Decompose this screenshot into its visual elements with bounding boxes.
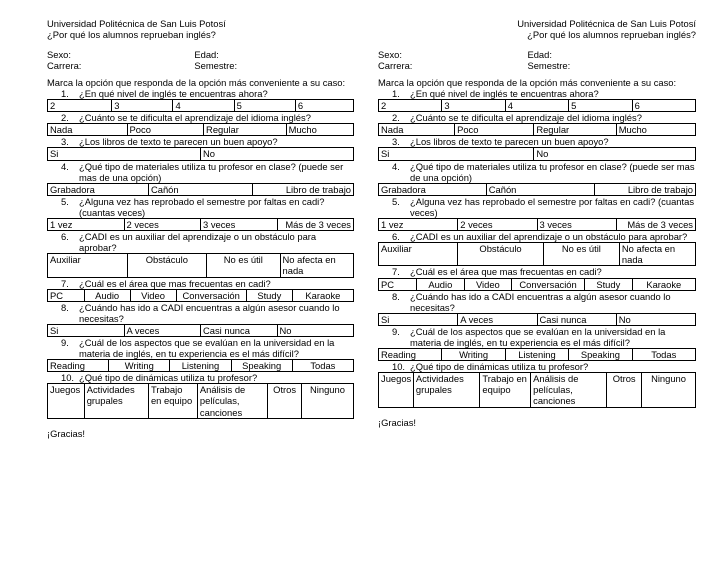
option-cell[interactable]: Casi nunca (537, 313, 616, 325)
option-cell[interactable]: Audio (417, 278, 465, 290)
option-cell[interactable]: Análisis de películas, canciones (531, 373, 607, 407)
option-cell[interactable]: A veces (458, 313, 537, 325)
option-cell[interactable]: Si (379, 148, 534, 160)
semestre-field[interactable]: Semestre: (194, 60, 238, 72)
option-cell[interactable]: 1 vez (379, 219, 458, 231)
option-cell[interactable]: A veces (124, 324, 201, 336)
question-6: 6. ¿CADI es un auxiliar del aprendizaje o un obstáculo para aprobar? (392, 231, 688, 243)
option-cell[interactable]: 1 vez (48, 219, 125, 231)
option-cell[interactable]: 5 (569, 100, 632, 112)
options-3 (47, 147, 354, 160)
question-1: 1. ¿En qué nivel de inglés te encuentras ahora? (392, 88, 599, 99)
option-cell[interactable]: Todas (632, 349, 695, 361)
options-7 (378, 278, 696, 291)
options-2 (47, 123, 354, 136)
option-cell[interactable]: Karaoke (292, 289, 353, 301)
options-8 (378, 313, 696, 326)
option-cell[interactable]: Juegos (48, 384, 85, 418)
survey-title: ¿Por qué los alumnos reprueban inglés? (47, 29, 216, 41)
option-cell[interactable]: Trabajo en equipo (148, 384, 197, 418)
option-cell[interactable]: Reading (379, 349, 442, 361)
option-cell[interactable]: Speaking (569, 349, 632, 361)
header (378, 18, 696, 41)
option-cell[interactable]: Ninguno (301, 384, 353, 418)
option-cell[interactable]: Otros (268, 384, 302, 418)
question-8: 8. ¿Cuándo has ido a CADI encuentras a algún asesor cuando lo necesitas? (61, 301, 340, 324)
option-cell[interactable]: Video (130, 289, 176, 301)
option-cell[interactable]: Si (48, 148, 201, 160)
option-cell[interactable]: No (201, 148, 354, 160)
option-cell[interactable]: 2 veces (458, 219, 537, 231)
options-5 (47, 218, 354, 231)
question-1: 1. ¿En qué nivel de inglés te encuentras ahora? (61, 88, 268, 99)
option-cell[interactable]: No afecta en nada (619, 243, 695, 266)
option-cell[interactable]: Nada (48, 124, 128, 136)
option-cell[interactable]: Poco (455, 124, 534, 136)
option-cell[interactable]: Conversación (512, 278, 585, 290)
option-cell[interactable]: Listening (505, 349, 568, 361)
question-2: 2. ¿Cuánto se te dificulta el aprendizaje del idioma inglés? (392, 112, 642, 124)
question-8: 8. ¿Cuándo has ido a CADI encuentras a algún asesor cuando lo necesitas? (392, 290, 671, 313)
question-10: 10. ¿Qué tipo de dinámicas utiliza tu profesor? (392, 361, 589, 373)
university-name: Universidad Politécnica de San Luis Potosí (47, 18, 226, 29)
options-4 (47, 183, 354, 196)
survey-copy-right (378, 18, 696, 428)
option-cell[interactable]: 3 (112, 100, 173, 112)
option-cell[interactable]: Reading (48, 360, 109, 372)
option-cell[interactable]: Mucho (286, 124, 353, 136)
option-cell[interactable]: 4 (173, 100, 234, 112)
option-cell[interactable]: No (277, 324, 354, 336)
sexo-field[interactable]: Sexo: (47, 49, 71, 60)
survey-title: ¿Por qué los alumnos reprueban inglés? (527, 29, 696, 41)
option-cell[interactable]: Más de 3 veces (616, 219, 695, 231)
options-7 (47, 289, 354, 302)
sexo-field[interactable]: Sexo: (378, 49, 402, 60)
question-4: 4. ¿Qué tipo de materiales utiliza tu profesor en clase? (puede ser mas de una opción) (61, 160, 344, 183)
carrera-field[interactable]: Carrera: (47, 60, 82, 72)
option-cell[interactable]: Actividades grupales (84, 384, 148, 418)
option-cell[interactable]: Cañón (148, 183, 252, 195)
option-cell[interactable]: Writing (109, 360, 170, 372)
options-4 (378, 183, 696, 196)
option-cell[interactable]: Actividades grupales (413, 373, 480, 407)
options-6 (378, 242, 696, 266)
option-cell[interactable]: Juegos (379, 373, 414, 407)
option-cell[interactable]: Obstáculo (458, 243, 544, 266)
instruction: Marca la opción que responda de la opción más conveniente a su caso: (47, 77, 346, 88)
option-cell[interactable]: No es útil (207, 254, 280, 277)
closing-text: ¡Gracias! (47, 427, 86, 439)
option-cell[interactable]: Más de 3 veces (277, 219, 354, 231)
option-cell[interactable]: 5 (234, 100, 295, 112)
option-cell[interactable]: Conversación (176, 289, 246, 301)
option-cell[interactable]: Auxiliar (48, 254, 128, 277)
question-3: 3. ¿Los libros de texto te parecen un buen apoyo? (61, 136, 278, 148)
option-cell[interactable]: 2 veces (124, 219, 201, 231)
question-5: 5. ¿Alguna vez has reprobado el semestre por faltas en cadi? (cuantas veces) (392, 195, 695, 218)
option-cell[interactable]: 6 (632, 100, 695, 112)
option-cell[interactable]: 2 (48, 100, 112, 112)
option-cell[interactable]: Grabadora (379, 183, 487, 195)
survey-copy-left (47, 18, 354, 439)
instruction: Marca la opción que responda de la opción más conveniente a su caso: (378, 77, 677, 88)
question-7: 7. ¿Cuál es el área que mas frecuentas en cadi? (61, 277, 271, 289)
option-cell[interactable]: 6 (295, 100, 353, 112)
personal-fields (378, 49, 696, 71)
option-cell[interactable]: Cañón (486, 183, 594, 195)
option-cell[interactable]: 3 veces (537, 219, 616, 231)
option-cell[interactable]: Auxiliar (379, 243, 458, 266)
carrera-field[interactable]: Carrera: (378, 60, 413, 72)
option-cell[interactable]: Libro de trabajo (253, 183, 354, 195)
option-cell[interactable]: Karaoke (632, 278, 695, 290)
option-cell[interactable]: 3 (442, 100, 505, 112)
option-cell[interactable]: No afecta en nada (280, 254, 353, 277)
option-cell[interactable]: 3 veces (201, 219, 278, 231)
question-7: 7. ¿Cuál es el área que mas frecuentas en cadi? (392, 266, 602, 278)
question-9: 9. ¿Cuál de los aspectos que se evalúan en la universidad en la materia de inglés, en tu experiencia es el más difícil? (61, 336, 335, 360)
option-cell[interactable]: Audio (84, 289, 130, 301)
personal-fields (47, 49, 354, 71)
options-2 (378, 123, 696, 136)
options-9 (378, 348, 696, 361)
option-cell[interactable]: Análisis de películas, canciones (197, 384, 267, 418)
option-cell[interactable]: Obstáculo (127, 254, 207, 277)
option-cell[interactable]: 2 (379, 100, 442, 112)
options-10 (378, 372, 696, 407)
university-name: Universidad Politécnica de San Luis Potosí (517, 18, 696, 29)
options-5 (378, 218, 696, 231)
option-cell[interactable]: Nada (379, 124, 455, 136)
option-cell[interactable]: Study (585, 278, 633, 290)
option-cell[interactable]: PC (379, 278, 417, 290)
question-2: 2. ¿Cuánto se te dificulta el aprendizaje del idioma inglés? (61, 112, 311, 124)
closing-text: ¡Gracias! (378, 416, 417, 428)
option-cell[interactable]: Trabajo en equipo (480, 373, 531, 407)
option-cell[interactable]: No (616, 313, 695, 325)
question-3: 3. ¿Los libros de texto te parecen un buen apoyo? (392, 136, 609, 148)
option-cell[interactable]: Writing (442, 349, 505, 361)
option-cell[interactable]: Poco (127, 124, 204, 136)
options-8 (47, 324, 354, 337)
edad-field[interactable]: Edad: (527, 49, 552, 60)
option-cell[interactable]: Si (379, 313, 458, 325)
question-4: 4. ¿Qué tipo de materiales utiliza tu profesor en clase? (puede ser mas de una opción) (392, 160, 695, 183)
options-1 (378, 99, 696, 112)
options-10 (47, 383, 354, 418)
option-cell[interactable]: Grabadora (48, 183, 149, 195)
option-cell[interactable]: Todas (292, 360, 353, 372)
option-cell[interactable]: Ninguno (642, 373, 696, 407)
option-cell[interactable]: No es útil (543, 243, 619, 266)
option-cell[interactable]: No (534, 148, 696, 160)
option-cell[interactable]: Casi nunca (201, 324, 278, 336)
option-cell[interactable]: Libro de trabajo (594, 183, 695, 195)
option-cell[interactable]: Listening (170, 360, 231, 372)
options-9 (47, 359, 354, 372)
edad-field[interactable]: Edad: (194, 49, 219, 60)
option-cell[interactable]: Video (464, 278, 512, 290)
option-cell[interactable]: Regular (534, 124, 616, 136)
options-6 (47, 253, 354, 277)
question-10: 10. ¿Qué tipo de dinámicas utiliza tu profesor? (61, 372, 258, 384)
semestre-field[interactable]: Semestre: (527, 60, 571, 72)
option-cell[interactable]: Mucho (616, 124, 695, 136)
options-1 (47, 99, 354, 112)
question-6: 6. ¿CADI es un auxiliar del aprendizaje o un obstáculo para aprobar? (61, 231, 317, 254)
options-3 (378, 147, 696, 160)
question-9: 9. ¿Cuál de los aspectos que se evalúan en la universidad en la materia de inglés, en tu experiencia es el más difícil? (392, 325, 666, 348)
option-cell[interactable]: PC (48, 289, 85, 301)
option-cell[interactable]: Regular (204, 124, 287, 136)
option-cell[interactable]: Speaking (231, 360, 292, 372)
option-cell[interactable]: Study (246, 289, 292, 301)
option-cell[interactable]: Otros (607, 373, 642, 407)
option-cell[interactable]: Si (48, 324, 125, 336)
question-5: 5. ¿Alguna vez has reprobado el semestre por faltas en cadi? (cuantas veces) (61, 195, 325, 218)
header (47, 18, 354, 41)
option-cell[interactable]: 4 (505, 100, 568, 112)
